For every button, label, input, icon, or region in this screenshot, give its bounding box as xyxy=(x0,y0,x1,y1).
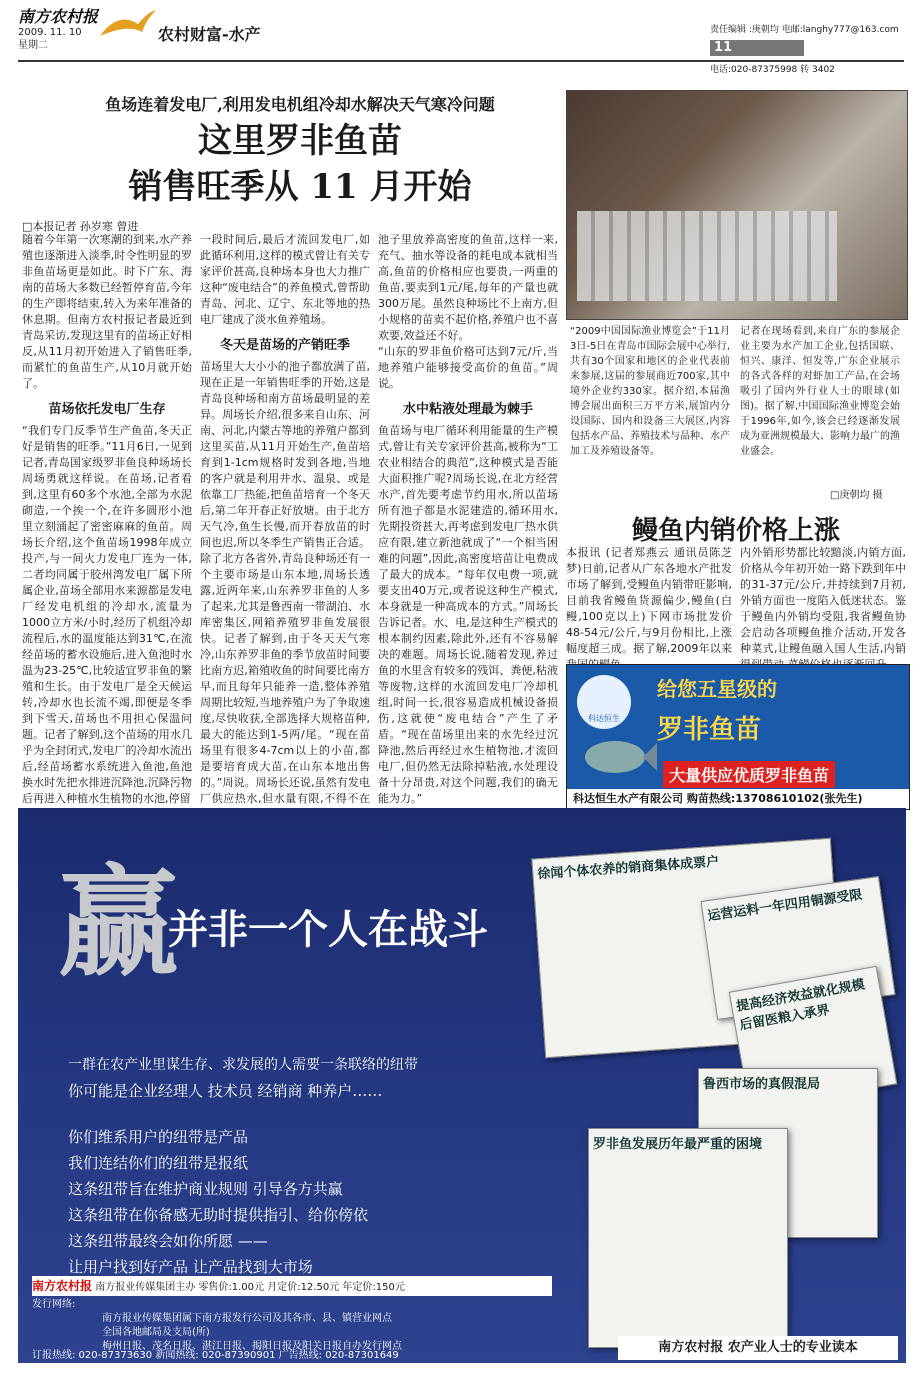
footer-masthead: 南方农村报 xyxy=(32,1279,93,1293)
paper-clip-5: 罗非鱼发展历年最严重的困境 xyxy=(588,1128,788,1348)
section-title: 农村财富-水产 xyxy=(158,25,261,44)
newspaper-promo-ad xyxy=(18,808,906,1363)
promo-footer-info xyxy=(32,1276,552,1296)
paper-clip-1: 徐闻个体农养的销商集体成票户 xyxy=(531,838,844,1058)
photo-caption-right: 记者在现场看到,来自广东的参展企业主要为水产加工企业,包括国联、恒兴、康洋、恒发等,广东企业展示的各式各样的对虾加工产品,在会场吸引了国内外行业人士的眼球(如图)。据了解,中国国际渔业博览会始于1996年,如今,该会已经逐渐发展成为亚洲规模最大、影响力最广的渔业盛会。 xyxy=(740,326,900,457)
weekday-text: 星期二 xyxy=(18,40,48,51)
promo-line-1: 一群在农产业里谋生存、求发展的人需要一条联络的纽带 xyxy=(68,1057,418,1073)
headline-line-1: 这里罗非鱼苗 xyxy=(198,121,402,161)
newspaper-collage xyxy=(508,828,888,1348)
article-byline: □本报记者 孙岁寒 曾进 xyxy=(22,220,139,233)
column-2-intro: 一段时间后,最后才流回发电厂,如此循环利用,这样的模式曾让有关专家评价甚高,良种场本身也大力推广这种“废电结合”的养鱼模式,曾帮助青岛、河北、辽宁、东北等地的热电厂建成了淡水鱼养殖场。 xyxy=(200,233,370,326)
distribution-item: 全国各地邮局及支局(所) xyxy=(102,1327,210,1338)
column-3-quote: “山东的罗非鱼价格可达到7元/斤,当地养殖户能够接受高价的鱼苗。”周说。 xyxy=(378,345,558,390)
hotlines: 订报热线: 020-87373630 新闻热线: 020-87390901 广告热线: 020-87301649 xyxy=(32,1350,399,1361)
column-2-body: 苗场里大大小小的池子都放满了苗,现在正是一年销售旺季的开始,这是青岛良种场和南方苗场最明显的差异。周场长介绍,很多来自山东、河南、河北,内蒙古等地的养殖户都到这里买苗,从11月开始生产,鱼苗培育到1-1cm规格时发到各地,当地的客户就是利用井水、温泉、或是依靠工厂热能,把鱼苗培育一个冬天后,第二年开春正好放塘。由于北方天气冷,鱼生长慢,而开春放苗的时间也迟,所以冬季生产销售正合适。除了北方各省外,青岛良种场还有一个主要市场是山东本地,周场长透露,近两年来,山东养罗非鱼的人多了起来,尤其是鲁西南一带湖泊、水库密集区,网箱养殖罗非鱼发展很快。记者了解到,由于冬天天气寒冷,山东养罗非鱼的季节放苗时间要比南方迟,箱殖收鱼的时间要比南方早,而且每年只能养一造,整体养殖周期比较短,当地养殖户为了争取速度,尽快收获,全部选择大规格苗种,最大的能达到1-5两/尾。“现在苗场里有很多4-7cm以上的小苗,都是要培育成大苗,在山东本地出售的。”周说。周场长还说,虽然有发电厂供应热水,但水量有限,不得不在 xyxy=(200,360,370,805)
company-logo-icon xyxy=(577,675,631,729)
article-kicker: 鱼场连着发电厂,利用发电机组冷却水解决天气寒冷问题 xyxy=(105,95,495,114)
win-character: 赢 xyxy=(58,852,178,993)
bird-logo-icon xyxy=(98,6,158,46)
ad-product: 罗非鱼苗 xyxy=(657,715,762,745)
ad-slogan: 给您五星级的 xyxy=(657,677,777,701)
footer-price-info: 南方报业传媒集团主办 零售价:1.00元 月定价:12.50元 年定价:150元 xyxy=(95,1282,405,1293)
editor-info: 责任编辑 :庚朝均 电邮:langhy777@163.com xyxy=(710,25,899,35)
ad-offer: 大量供应优质罗非鱼苗 xyxy=(663,761,835,788)
eel-headline: 鳗鱼内销价格上涨 xyxy=(631,516,840,546)
eel-column-2: 内外销形势都比较黯淡,内销方面,价格从今年初开始一路下跌到年中的31-37元/公斤,并持续到7月初,外销方面也一度陷入低迷状态。鉴于鳗鱼内外销均受阻,我省鳗鱼协会启动各项鳗鱼推介活动,开发各种菜式,让鳗鱼融入国人生活,内销 xyxy=(740,546,906,655)
headline-line-2: 销售旺季从 11 月开始 xyxy=(128,167,472,207)
article-headline xyxy=(40,118,560,210)
article-column-1 xyxy=(22,232,192,805)
tilapia-ad xyxy=(566,664,910,810)
paper-clip-3: 提高经济效益就化规模后留医粮入承界 xyxy=(729,966,898,1110)
column-3-intro: 池子里放养高密度的鱼苗,这样一来,充气、抽水等设备的耗电成本就相当高,鱼苗的价格相应也要贵,一两重的鱼苗,要卖到1元/尾,每年的产量也就300万尾。虽然良种场比不上南方,但小规格的苗卖不起价格,养殖户也不喜欢要,效益还不好。 xyxy=(378,233,558,342)
eel-column-1: 本报讯 (记者郑燕云 通讯员陈芝梦)日前,记者从广东各地水产批发市场了解到,受鳗鱼内销带旺影响,目前我省鳗鱼货源偏少,鳗鱼(白鳗,100克以上)下网市场批发价48-54元/公斤,与9月份相比,上涨幅度超三成。据了解,2009年以来 xyxy=(566,546,732,655)
column-1-intro: 随着今年第一次寒潮的到来,水产养殖也逐渐进入淡季,时令性明显的罗非鱼苗场更是如此。时下广东、海南的苗场大多数已经暂停育苗,今年的生产即将结束,转入为来年准备的休息期。但南方农村报记者最近到青岛采访,发现这里有的苗场正好相反,从11月初开始进入了销售旺季,而紧忙的鱼苗生产,从10月就开始了。 xyxy=(22,233,192,390)
distribution-item: 梅州日报、茂名日报、湛江日报、揭阳日报及阳关日报自办发行网点 xyxy=(102,1341,402,1352)
promo-line-2: 你可能是企业经理人 技术员 经销商 种养户…… xyxy=(68,1082,383,1100)
paper-clip-4: 鲁西市场的真假混局 xyxy=(698,1068,878,1238)
page-number: 11 xyxy=(710,40,804,56)
masthead-logo: 南方农村报 xyxy=(18,7,99,26)
promo-line-6: 这条纽带在你备感无助时提供指引、给你傍依 xyxy=(68,1206,369,1224)
header-rule xyxy=(18,60,904,62)
display-case xyxy=(577,211,837,301)
editor-phone: 电话:020-87375998 转 3402 xyxy=(710,65,835,75)
promo-line-4: 我们连结你们的纽带是报纸 xyxy=(68,1154,249,1172)
distribution-item: 南方报业传媒集团属下南方报发行公司及其各市、县、镇营业网点 xyxy=(102,1313,392,1324)
promo-line-5: 这条纽带旨在维护商业规则 引导各方共赢 xyxy=(68,1180,343,1198)
promo-tagline: 南方农村报 农产业人士的专业读本 xyxy=(618,1336,898,1360)
subhead-power-plant: 苗场依托发电厂生存 xyxy=(48,402,166,417)
issue-date xyxy=(18,26,82,52)
expo-photo xyxy=(566,90,908,320)
promo-line-8: 让用户找到好产品 让产品找到大市场 xyxy=(68,1258,313,1276)
article-column-3 xyxy=(378,232,558,805)
column-1-body: “我们专门反季节生产鱼苗,冬天正好是销售的旺季。”11月6日,一见到记者,青岛国家级罗非鱼良种场场长周场勇就这样说。在苗场,记者看到,这里有60多个水池,全部为水泥砌造,一个挨一个,在许多圆形小池里立刻涌起了密密麻麻的鱼苗。周场长介绍,这个鱼苗场1998年成立投产,与一间火力发电厂连为一体,二者均同属于胶州湾发电厂属下所属企业,苗场全部用水来源都是发电厂经发电机组的冷却水,流量为1000立方米/小时,经历了机组冷却流程后,水的温度能达到31℃,在流经苗场的蓄水设施后,进入鱼池时水温为23-25℃,比较适宜罗非鱼的繁殖和生长。由于发电厂是全天候运转,冷却水也长流不竭,即便是冬季到下雪天,苗场也不用担心保温问题。记者了解到,这个苗场的用水几乎为全封闭式,发电厂的冷却水流出后,经苗场蓄水系统进入鱼池,鱼池换水时先把水排进沉降池,沉降污物后再进入种植水生植物的水池,停留 xyxy=(22,424,192,805)
column-3-body: 鱼苗场与电厂循环利用能量的生产模式,曾让有关专家评价甚高,被称为“工农业相结合的典范”,这种模式是否能大面积推广呢?周场长说,在北方经营水产,首先要考虑节约用水,所以苗场所有池子都是水泥建造的,循环用水,先期投资甚大,再考虑到发电厂热水供应有限,建立新池就成了“一个相当困难的问题”,因此,高密度培苗让电费成了最大的成本。“每年仅电费一项,就要支出40万元,或者说这种生产模式,本身就是一种高成本的方式。”周场长告诉记者。水、电,是这种生产模式的根本制约因素,除此外,还有不容易解决的难题。周场长说,随着发现,养过鱼的水里含有较多的残饵、粪便,粘液等废物,这样的水流回发电厂冷却机组,时间一长,很容易造成机械设备损伤,这就使“废电结合”产生了矛盾。“现在苗场里出来的水先经过沉降池,然后再经过水生植物池,才流回电厂,但仍然无法除掉粘液,水处理设备十分昂贵,对这个问题,我们的确无能为力。” xyxy=(378,424,558,805)
photo-caption-left: “2009中国国际渔业博览会”于11月3日-5日在青岛市国际会展中心举行,共有30个国家和地区的企业代表前来参展,这届的参展商近700家,其中境外企业约330家。据介绍,本届渔博会展出面积三万平方米,展馆内分设国际、国内和设备三大展区,内容包括水产品、养殖技术与品种、水产加工及养殖设备等。 xyxy=(570,326,730,457)
ad-company-hotline: 科达恒生水产有限公司 购苗热线:13708610102(张先生) xyxy=(567,789,909,809)
subhead-mucus: 水中粘液处理最为棘手 xyxy=(402,402,533,417)
tilapia-fish-icon xyxy=(577,735,657,779)
subhead-winter-season: 冬天是苗场的产销旺季 xyxy=(219,338,350,353)
promo-big-slogan: 并非一个人在战斗 xyxy=(168,906,488,953)
photo-credit: □庚朝均 摄 xyxy=(830,490,883,501)
promo-line-7: 这条纽带最终会如你所愿 —— xyxy=(68,1232,268,1250)
company-logo-text: 科达恒生 xyxy=(588,714,620,723)
promo-line-3: 你们维系用户的纽带是产品 xyxy=(68,1128,249,1146)
article-column-2 xyxy=(200,232,370,805)
date-text: 2009. 11. 10 xyxy=(18,27,82,38)
paper-clip-2: 运营运料一年四用铜源受限 xyxy=(701,876,896,1020)
distribution-label: 发行网络: xyxy=(32,1299,76,1310)
